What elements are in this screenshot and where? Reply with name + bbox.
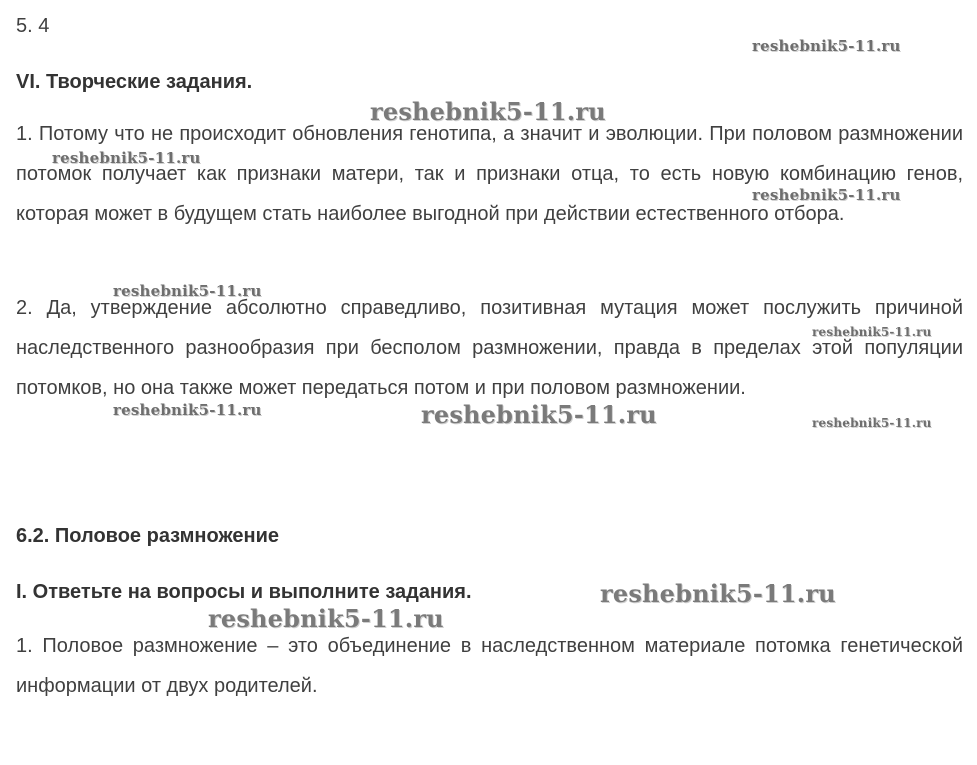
- watermark: reshebnik5-11.ru: [812, 416, 932, 430]
- creative-answer-1: 1. Потому что не происходит обновления генотипа, а значит и эволюции. При половом размножении потомок получает как признаки матери, так и признаки отца, то есть новую комбинацию генов, которая может в будущем стать наиболее выгодной при действии естественного отбора.: [16, 123, 963, 225]
- watermark: reshebnik5-11.ru: [113, 282, 262, 300]
- watermark: reshebnik5-11.ru: [113, 401, 262, 419]
- questions-heading: I. Ответьте на вопросы и выполните задания.: [16, 581, 472, 603]
- section-number: 5. 4: [16, 15, 50, 37]
- watermark: reshebnik5-11.ru: [752, 37, 901, 55]
- watermark: reshebnik5-11.ru: [600, 579, 836, 608]
- watermark: reshebnik5-11.ru: [208, 604, 444, 633]
- watermark: reshebnik5-11.ru: [752, 186, 901, 204]
- watermark: reshebnik5-11.ru: [370, 97, 606, 126]
- sexual-reproduction-answer-1: 1. Половое размножение – это объединение в наследственном материале потомка генетической информации от двух родителей.: [16, 635, 963, 697]
- watermark: reshebnik5-11.ru: [421, 400, 657, 429]
- sexual-reproduction-heading: 6.2. Половое размножение: [16, 525, 279, 547]
- watermark: reshebnik5-11.ru: [812, 325, 932, 339]
- creative-tasks-heading: VI. Творческие задания.: [16, 71, 253, 93]
- creative-answer-2: 2. Да, утверждение абсолютно справедливо, позитивная мутация может послужить причиной наследственного разнообразия при бесполом размножении, правда в пределах этой популяции потомков, но она также может передаться потом и при половом размножении.: [16, 297, 963, 399]
- watermark: reshebnik5-11.ru: [52, 149, 201, 167]
